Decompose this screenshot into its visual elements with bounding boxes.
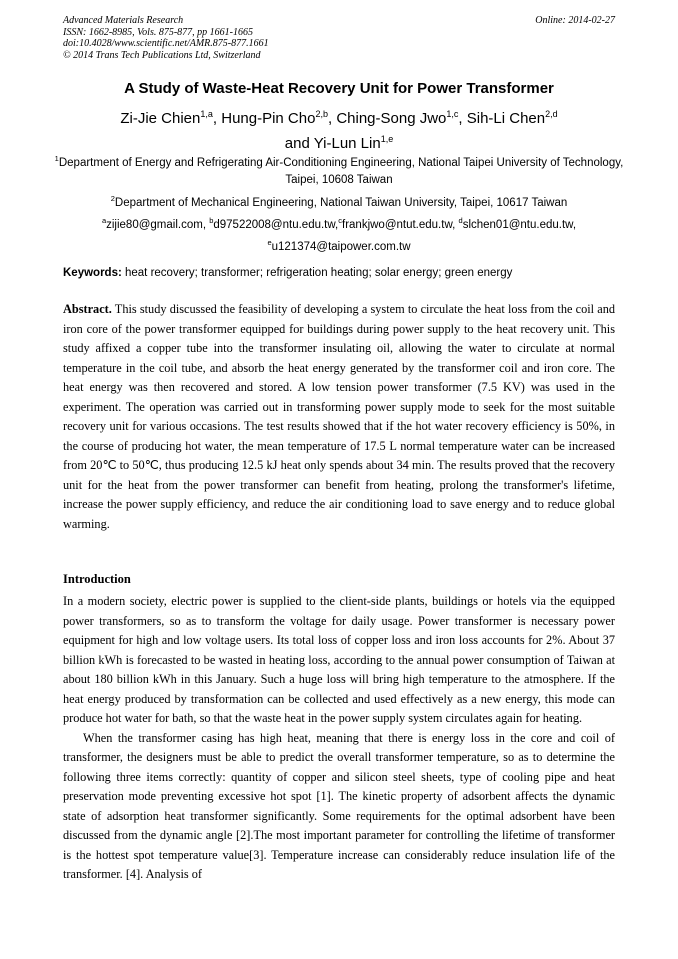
issn-line: ISSN: 1662-8985, Vols. 875-877, pp 1661-1665 (63, 26, 253, 38)
affiliation-2 (40, 190, 638, 212)
author-sep: , (458, 110, 467, 127)
email-sup: c (338, 216, 342, 225)
journal-header (63, 15, 615, 61)
online-date: Online: 2014-02-27 (535, 15, 615, 26)
email-address[interactable]: zijie80@gmail.com (106, 218, 203, 231)
email-address[interactable]: frankjwo@ntut.edu.tw (342, 218, 453, 231)
introduction-body (63, 592, 615, 885)
email-sep: , (572, 218, 577, 231)
abstract (63, 300, 615, 534)
author-name: Ching-Song Jwo (336, 110, 447, 127)
journal-name: Advanced Materials Research (63, 15, 184, 26)
email-sep: , (335, 218, 339, 231)
author-sup: 1,e (380, 134, 394, 144)
keywords-text: heat recovery; transformer; refrigeration heating; solar energy; green energy (121, 267, 513, 279)
email-sep: , (452, 218, 459, 231)
abstract-label: Abstract. (63, 302, 112, 316)
author-sup: 2,d (545, 109, 558, 119)
email-sup: a (101, 216, 107, 225)
doi-line: doi:10.4028/www.scientific.net/AMR.875-877.1661 (63, 38, 269, 49)
email-sup: d (458, 216, 463, 225)
author-name: Sih-Li Chen (466, 110, 546, 127)
affiliation-sup: 1 (54, 154, 59, 163)
email-address[interactable]: slchen01@ntu.edu.tw (462, 218, 573, 231)
author-name: Hung-Pin Cho (221, 110, 316, 127)
author-sup: 1,a (200, 109, 213, 119)
author-sep: , (212, 110, 222, 127)
section-heading-introduction: Introduction (63, 572, 131, 586)
email-address[interactable]: u121374@taipower.com.tw (271, 240, 411, 253)
paper-title: A Study of Waste-Heat Recovery Unit for Power Transformer (124, 80, 554, 97)
author-list (40, 104, 638, 154)
affiliation-1 (40, 150, 638, 189)
email-list (40, 212, 638, 256)
copyright-line: © 2014 Trans Tech Publications Ltd, Switzerland (63, 49, 261, 61)
author-name: and Yi-Lun Lin (284, 135, 381, 152)
email-sup: b (209, 216, 214, 225)
author-sup: 1,c (446, 109, 459, 119)
keywords (63, 266, 623, 281)
affiliation-text: Department of Energy and Refrigerating Air-Conditioning Engineering, National Taipei University of Technology, Taipei, 10608 Taiwan (58, 156, 624, 186)
intro-paragraph-2: When the transformer casing has high heat, meaning that there is energy loss in the core and coil of transformer, the designers must be able to predict the overall transformer temperature, so as to determine the following three items correctly: quantity of copper and silicon steel sheets, type of cooling pipe and heat preservation mode preventing excessive hot spot [1]. The kinetic property of adsorbent affects the dynamic state of adsorption heat transformer significantly. Some requirements for the optimal adsorbent have been discussed from the dynamic angle [2].The most important parameter for controlling the lifetime of transformer is the hottest spot temperature value[3]. Temperature increase can considerably reduce insulation life of the transformer. [4]. Analysis of (63, 730, 615, 881)
author-sep: , (327, 110, 337, 127)
author-sup: 2,b (315, 109, 328, 119)
keywords-label: Keywords: (63, 267, 122, 279)
abstract-text: This study discussed the feasibility of developing a system to circulate the heat loss from the coil and iron core of the power transformer equipped for buildings during power supply to the heat recovery unit. This study affixed a copper tube into the transformer insulating oil, allowing the water to circulate at normal temperature in the coil tube, and absorb the heat energy generated by the transformer coil and iron core. The heat energy was then recovered and stored. A low tension power transformer (7.5 KV) was used in the experiment. The operation was carried out in transforming power supply mode to seek for the most suitable recovery unit for various occasions. The test results showed that if the hot water recovery efficiency is 50%, in the course of producing hot water, the mean temperature of 17.5 L normal temperature water can be increased from 20℃ to 50℃, thus producing 12.5 kJ heat only spends about 34 min. The results proved that the recovery unit for the heat from the power transformer can benefit from heating, prolong the transformer's lifetime, increase the power supply efficiency, and reduce the air conditioning load to save energy and to reduce global warming. (63, 302, 615, 531)
email-sep: , (202, 218, 210, 231)
author-name: Zi-Jie Chien (120, 110, 201, 127)
email-sup: e (267, 237, 272, 247)
email-address[interactable]: d97522008@ntu.edu.tw (213, 218, 336, 231)
intro-paragraph-1: In a modern society, electric power is supplied to the client-side plants, buildings or hotels via the equipped power transformers, so as to transform the voltage for daily usage. Power transformer is necessary power equipment for high and low voltage users. Its total loss of copper loss and iron loss accounts for 2%. About 37 billion kWh is forecasted to be wasted in heating loss, according to the annual power consumption of Taiwan at about 180 billion kWh in this January. Such a huge loss will bring high temperature to the atmosphere. If the heat energy produced by transformation can be collected and used effectively as a new energy, this mode can produce hot water for bath, so that the waste heat in the power supply system circulates again for heating. (63, 594, 615, 725)
affiliation-sup: 2 (110, 194, 115, 203)
affiliation-text: Department of Mechanical Engineering, National Taiwan University, Taipei, 10617 Taiwan (114, 196, 568, 209)
